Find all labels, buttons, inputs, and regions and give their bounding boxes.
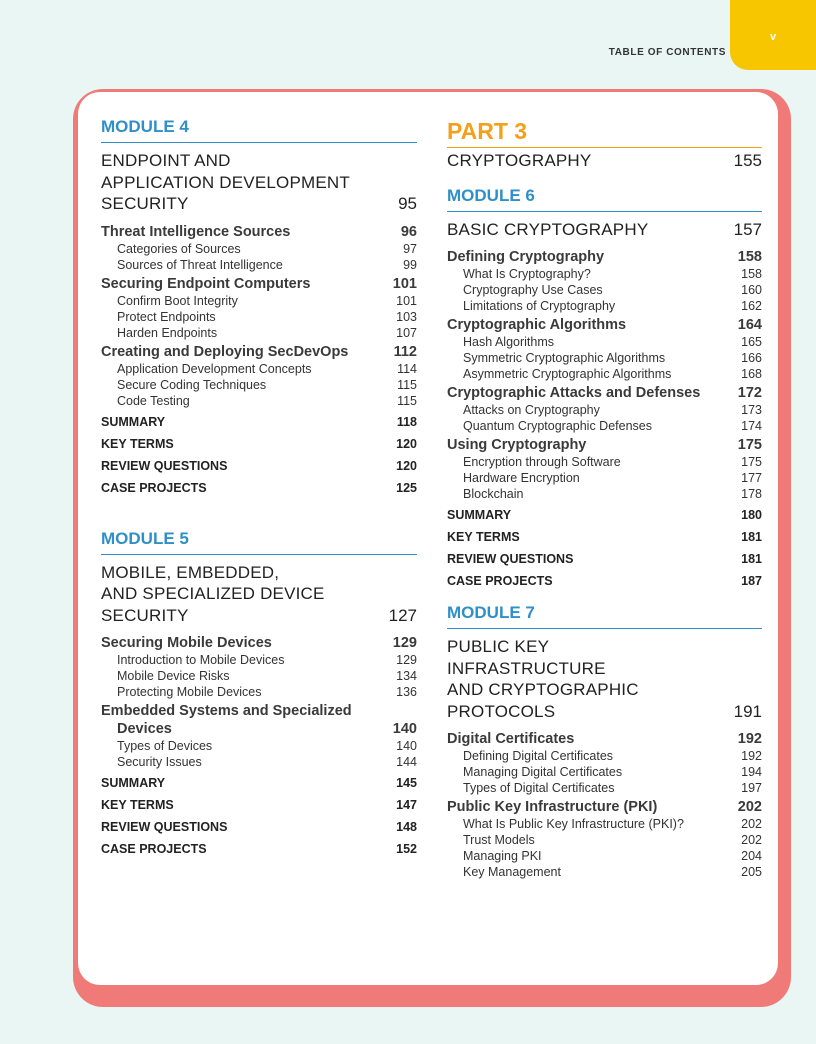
back-matter-title: REVIEW QUESTIONS xyxy=(101,820,228,834)
subsection-entry[interactable] xyxy=(447,816,762,832)
back-matter-title: KEY TERMS xyxy=(101,436,174,451)
module-title-line: AND CRYPTOGRAPHIC xyxy=(447,680,639,699)
module-title-line: SECURITY xyxy=(101,605,189,625)
section-title-text: Using Cryptography xyxy=(447,437,587,453)
subsection-page: 115 xyxy=(397,393,417,408)
back-matter-entry[interactable] xyxy=(447,504,762,526)
module-title-row[interactable] xyxy=(101,562,417,627)
subsection-title: Hardware Encryption xyxy=(463,471,580,485)
back-matter-title: CASE PROJECTS xyxy=(101,480,207,495)
subsection-entry[interactable] xyxy=(447,832,762,848)
subsection-page: 204 xyxy=(741,849,762,863)
subsection-page: 99 xyxy=(403,257,417,272)
back-matter-entry[interactable] xyxy=(101,411,417,433)
subsection-title: Asymmetric Cryptographic Algorithms xyxy=(463,367,672,381)
subsection-title: Trust Models xyxy=(463,833,535,847)
subsection-page: 205 xyxy=(741,865,762,879)
subsection-entry[interactable] xyxy=(447,418,762,434)
module-label: MODULE 6 xyxy=(447,186,762,212)
subsection-page: 165 xyxy=(741,335,762,349)
subsection-title: Mobile Device Risks xyxy=(117,669,230,683)
back-matter-page: 147 xyxy=(396,798,417,812)
subsection-page: 174 xyxy=(741,419,762,433)
subsection-page: 144 xyxy=(396,755,417,769)
section-page: 192 xyxy=(737,731,762,747)
subsection-page: 134 xyxy=(396,669,417,683)
subsection-entry[interactable] xyxy=(101,754,417,770)
section-page: 164 xyxy=(737,317,762,333)
section-entry[interactable] xyxy=(101,223,417,241)
subsection-title: Secure Coding Techniques xyxy=(117,377,267,392)
subsection-entry[interactable] xyxy=(447,266,762,282)
subsection-entry[interactable] xyxy=(101,293,417,309)
subsection-entry[interactable] xyxy=(447,454,762,470)
section-title-continued: Devices xyxy=(117,721,172,737)
section-page: 140 xyxy=(392,721,417,737)
module-title-line: APPLICATION DEVELOPMENT xyxy=(101,172,350,192)
back-matter-entry[interactable] xyxy=(101,477,417,499)
section-page: 96 xyxy=(400,223,417,240)
subsection-title: Encryption through Software xyxy=(463,455,621,469)
subsection-entry[interactable] xyxy=(447,780,762,796)
back-matter-page: 181 xyxy=(741,530,762,544)
subsection-title: Protecting Mobile Devices xyxy=(117,685,262,699)
subsection-page: 192 xyxy=(741,749,762,763)
subsection-title: Types of Devices xyxy=(117,739,213,753)
subsection-page: 115 xyxy=(397,377,417,392)
back-matter-page: 125 xyxy=(396,480,417,495)
module-title-line: PUBLIC KEY INFRASTRUCTURE xyxy=(447,637,606,678)
subsection-entry[interactable] xyxy=(101,361,417,377)
right-modules xyxy=(447,186,762,881)
back-matter-page: 152 xyxy=(396,842,417,856)
back-matter-entry[interactable] xyxy=(101,433,417,455)
subsection-page: 129 xyxy=(396,653,417,667)
subsection-title: Security Issues xyxy=(117,755,202,769)
back-matter-title: KEY TERMS xyxy=(447,530,520,544)
part-title: CRYPTOGRAPHY xyxy=(447,151,592,170)
subsection-page: 140 xyxy=(396,739,417,753)
back-matter-entry[interactable] xyxy=(101,455,417,477)
module-title-line: PROTOCOLS xyxy=(447,701,556,721)
subsection-title: Key Management xyxy=(463,865,561,879)
subsection-title: Protect Endpoints xyxy=(117,309,216,324)
running-head: TABLE OF CONTENTS xyxy=(608,47,726,58)
subsection-title: Managing PKI xyxy=(463,849,542,863)
back-matter-page: 118 xyxy=(396,414,417,429)
section-title-text: Digital Certificates xyxy=(447,731,575,747)
module-page: 127 xyxy=(388,605,417,625)
subsection-title: Confirm Boot Integrity xyxy=(117,293,238,308)
back-matter-page: 120 xyxy=(396,436,417,451)
subsection-entry[interactable] xyxy=(447,298,762,314)
subsection-title: What Is Public Key Infrastructure (PKI)? xyxy=(463,817,684,831)
subsection-page: 166 xyxy=(741,351,762,365)
module-page: 95 xyxy=(398,194,417,213)
subsection-entry[interactable] xyxy=(101,652,417,668)
module-gap xyxy=(447,592,762,603)
back-matter-entry[interactable] xyxy=(447,548,762,570)
page-number: v xyxy=(769,31,777,43)
section-page: 158 xyxy=(737,249,762,265)
subsection-title: Managing Digital Certificates xyxy=(463,765,623,779)
subsection-title: Sources of Threat Intelligence xyxy=(117,257,283,272)
section-title xyxy=(447,316,626,334)
section-title-text: Public Key Infrastructure (PKI) xyxy=(447,799,658,815)
subsection-page: 162 xyxy=(741,299,762,313)
section-entry[interactable] xyxy=(447,798,762,816)
section-title-text: Cryptographic Algorithms xyxy=(447,317,627,333)
section-page: 175 xyxy=(737,437,762,453)
subsection-entry[interactable] xyxy=(101,325,417,341)
back-matter-entry[interactable] xyxy=(447,570,762,592)
subsection-page: 103 xyxy=(396,309,417,324)
module-title-row[interactable] xyxy=(447,636,762,722)
subsection-page: 175 xyxy=(741,455,762,469)
back-matter-page: 187 xyxy=(741,574,762,588)
subsection-page: 173 xyxy=(741,403,762,417)
section-title xyxy=(447,384,700,402)
section-entry[interactable] xyxy=(447,384,762,402)
section-title xyxy=(101,634,272,652)
module-gap xyxy=(101,499,417,529)
subsection-title: Blockchain xyxy=(463,487,524,501)
section-title-text: Securing Endpoint Computers xyxy=(101,275,311,292)
subsection-entry[interactable] xyxy=(101,257,417,273)
module-title-line: SECURITY xyxy=(101,194,189,213)
section-title xyxy=(101,223,290,241)
section-title xyxy=(447,248,604,266)
section-entry[interactable] xyxy=(447,316,762,334)
back-matter-page: 148 xyxy=(396,820,417,834)
subsection-page: 101 xyxy=(396,293,417,308)
section-entry[interactable] xyxy=(447,436,762,454)
back-matter-page: 181 xyxy=(741,552,762,566)
module-title-line: BASIC CRYPTOGRAPHY xyxy=(447,219,649,239)
subsection-title: Types of Digital Certificates xyxy=(463,781,615,795)
subsection-entry[interactable] xyxy=(447,864,762,880)
back-matter-page: 120 xyxy=(396,458,417,473)
subsection-page: 114 xyxy=(397,361,417,376)
subsection-entry[interactable] xyxy=(447,350,762,366)
module-title-line: AND SPECIALIZED DEVICE xyxy=(101,584,325,603)
subsection-title: Hash Algorithms xyxy=(463,335,555,349)
section-page: 112 xyxy=(393,343,417,360)
module-page: 157 xyxy=(733,219,762,239)
subsection-entry[interactable] xyxy=(447,848,762,864)
module-title-row[interactable] xyxy=(447,219,762,241)
back-matter-title: KEY TERMS xyxy=(101,798,174,812)
back-matter-title: CASE PROJECTS xyxy=(101,842,207,856)
back-matter-entry[interactable] xyxy=(447,526,762,548)
section-title xyxy=(101,343,348,361)
subsection-title: Quantum Cryptographic Defenses xyxy=(463,419,652,433)
subsection-entry[interactable] xyxy=(447,748,762,764)
section-title xyxy=(447,730,574,748)
back-matter-title: SUMMARY xyxy=(101,776,166,790)
module-label: MODULE 4 xyxy=(101,117,417,143)
subsection-page: 178 xyxy=(741,487,762,501)
module-label: MODULE 7 xyxy=(447,603,762,629)
section-title-text: Cryptographic Attacks and Defenses xyxy=(447,385,701,401)
back-matter-title: SUMMARY xyxy=(447,508,512,522)
subsection-page: 107 xyxy=(396,325,417,340)
subsection-entry[interactable] xyxy=(447,470,762,486)
section-entry[interactable] xyxy=(447,248,762,266)
part-label: PART 3 xyxy=(447,117,762,148)
module-title xyxy=(101,562,325,627)
section-page: 172 xyxy=(737,385,762,401)
module-label: MODULE 5 xyxy=(101,529,417,555)
section-title xyxy=(101,275,310,293)
back-matter-title: REVIEW QUESTIONS xyxy=(101,458,228,473)
subsection-entry[interactable] xyxy=(101,393,417,409)
page-number-tab xyxy=(730,0,816,70)
subsection-entry[interactable] xyxy=(101,738,417,754)
back-matter-entry[interactable] xyxy=(101,794,417,816)
subsection-page: 158 xyxy=(741,267,762,281)
module-title xyxy=(447,636,707,722)
subsection-entry[interactable] xyxy=(101,309,417,325)
section-title-text: Creating and Deploying SecDevOps xyxy=(101,343,349,360)
subsection-title: What Is Cryptography? xyxy=(463,267,591,281)
section-title-text: Threat Intelligence Sources xyxy=(101,223,291,240)
subsection-page: 160 xyxy=(741,283,762,297)
subsection-entry[interactable] xyxy=(447,486,762,502)
back-matter-entry[interactable] xyxy=(101,772,417,794)
subsection-entry[interactable] xyxy=(101,241,417,257)
back-matter-title: REVIEW QUESTIONS xyxy=(447,552,574,566)
section-entry[interactable] xyxy=(101,634,417,652)
subsection-page: 177 xyxy=(741,471,762,485)
section-title-text: Securing Mobile Devices xyxy=(101,635,272,651)
subsection-title: Defining Digital Certificates xyxy=(463,749,614,763)
back-matter-entry[interactable] xyxy=(101,816,417,838)
module-page: 191 xyxy=(733,701,762,721)
subsection-page: 202 xyxy=(741,833,762,847)
section-entry[interactable] xyxy=(447,730,762,748)
subsection-title: Harden Endpoints xyxy=(117,325,218,340)
module-title-line: MOBILE, EMBEDDED, xyxy=(101,562,280,582)
back-matter-entry[interactable] xyxy=(101,838,417,860)
subsection-entry[interactable] xyxy=(447,764,762,780)
section-page: 101 xyxy=(392,275,417,292)
module-title-row[interactable] xyxy=(101,150,417,215)
back-matter-page: 145 xyxy=(396,776,417,790)
subsection-title: Limitations of Cryptography xyxy=(463,299,616,313)
section-page: 129 xyxy=(392,635,417,651)
subsection-title: Symmetric Cryptographic Algorithms xyxy=(463,351,666,365)
subsection-page: 197 xyxy=(741,781,762,795)
subsection-page: 168 xyxy=(741,367,762,381)
subsection-title: Attacks on Cryptography xyxy=(463,403,600,417)
subsection-title: Introduction to Mobile Devices xyxy=(117,653,285,667)
subsection-entry[interactable] xyxy=(101,377,417,393)
section-title-text: Defining Cryptography xyxy=(447,249,605,265)
subsection-title: Code Testing xyxy=(117,393,190,408)
section-title xyxy=(447,798,657,816)
subsection-title: Application Development Concepts xyxy=(117,361,312,376)
section-title-text: Embedded Systems and Specialized xyxy=(101,703,352,719)
module-title xyxy=(447,219,648,241)
subsection-title: Categories of Sources xyxy=(117,241,241,256)
subsection-entry[interactable] xyxy=(447,282,762,298)
section-entry[interactable] xyxy=(101,343,417,361)
subsection-title: Cryptography Use Cases xyxy=(463,283,603,297)
module-title-line: ENDPOINT AND xyxy=(101,151,231,170)
section-entry[interactable] xyxy=(101,702,417,738)
subsection-entry[interactable] xyxy=(447,366,762,382)
subsection-page: 194 xyxy=(741,765,762,779)
subsection-page: 97 xyxy=(403,241,417,256)
subsection-entry[interactable] xyxy=(101,684,417,700)
back-matter-page: 180 xyxy=(741,508,762,522)
section-entry[interactable] xyxy=(101,275,417,293)
module-title xyxy=(101,150,350,215)
part-page: 155 xyxy=(733,151,762,170)
section-title xyxy=(447,436,586,454)
part-title-row[interactable] xyxy=(447,150,762,172)
back-matter-title: CASE PROJECTS xyxy=(447,574,553,588)
back-matter-title: SUMMARY xyxy=(101,414,166,429)
section-page: 202 xyxy=(737,799,762,815)
toc-right-column xyxy=(447,117,762,880)
toc-left-column xyxy=(101,117,417,860)
subsection-page: 136 xyxy=(396,685,417,699)
section-title xyxy=(101,702,352,738)
subsection-page: 202 xyxy=(741,817,762,831)
subsection-entry[interactable] xyxy=(447,402,762,418)
subsection-entry[interactable] xyxy=(101,668,417,684)
subsection-entry[interactable] xyxy=(447,334,762,350)
